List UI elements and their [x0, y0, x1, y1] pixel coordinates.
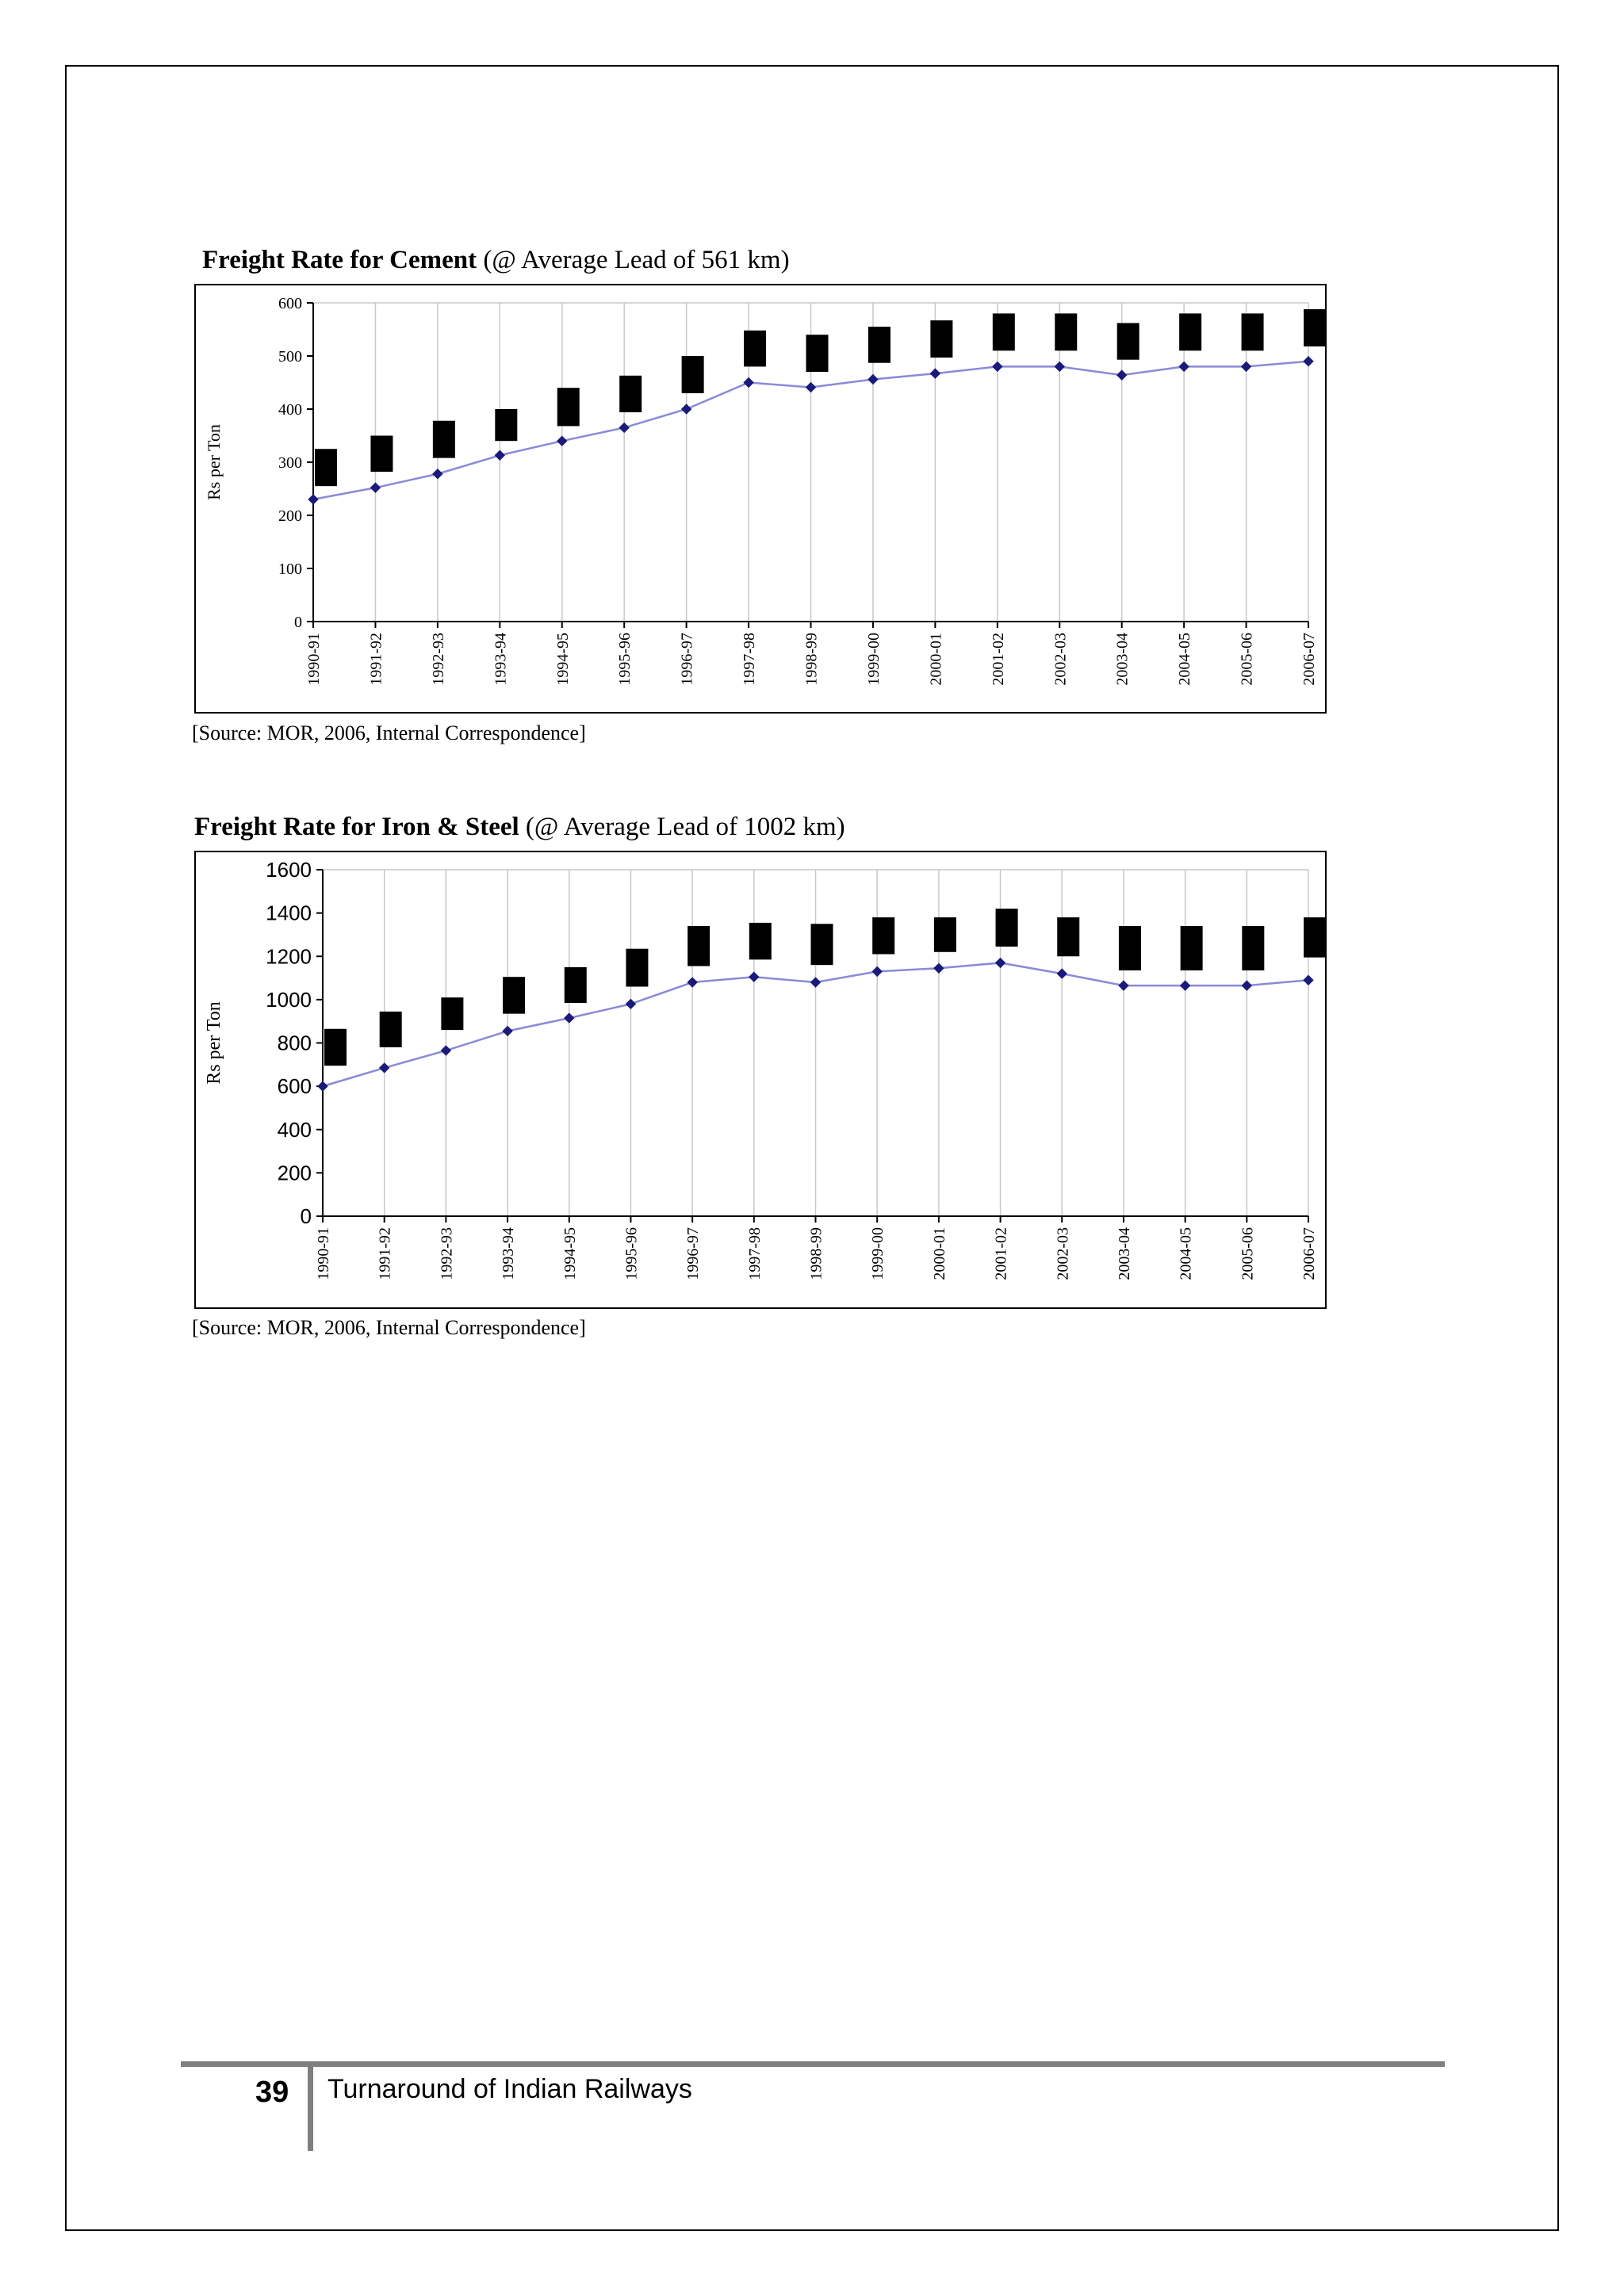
cement-data-point — [868, 374, 878, 384]
cement-y-tick-label: 600 — [278, 295, 302, 312]
cement-data-point — [806, 383, 816, 392]
iron-steel-x-tick-label: 1993-94 — [500, 1227, 518, 1280]
iron-steel-data-point — [1119, 981, 1128, 990]
iron-steel-annotation-box — [811, 924, 833, 965]
cement-annotation-box — [682, 356, 704, 393]
cement-x-tick-label: 1994-95 — [553, 633, 572, 686]
cement-data-point — [1117, 370, 1127, 380]
iron-steel-y-tick-label: 600 — [277, 1074, 312, 1099]
cement-annotation-box — [315, 449, 337, 486]
iron-steel-data-point — [749, 972, 759, 982]
cement-data-point — [1179, 362, 1189, 371]
iron-steel-annotation-box — [324, 1029, 347, 1066]
iron-steel-x-tick-label: 1998-99 — [807, 1227, 825, 1280]
cement-chart-frame — [194, 284, 1327, 714]
iron-steel-x-tick-label: 1991-92 — [376, 1227, 394, 1280]
cement-chart — [196, 285, 1325, 712]
footer-title: Turnaround of Indian Railways — [327, 2074, 692, 2104]
cement-annotation-box — [619, 376, 642, 412]
iron-steel-annotation-box — [934, 917, 956, 952]
iron-steel-data-point — [1304, 975, 1313, 985]
cement-data-point — [993, 362, 1002, 371]
iron-steel-y-tick-label: 800 — [277, 1031, 312, 1055]
iron-steel-x-tick-label: 1995-96 — [622, 1227, 641, 1280]
iron-steel-data-point — [626, 999, 635, 1008]
iron-steel-annotation-box — [1242, 926, 1264, 970]
iron-steel-x-tick-label: 1999-00 — [869, 1227, 887, 1280]
cement-x-tick-label: 1992-93 — [429, 633, 447, 686]
cement-annotation-box — [433, 421, 455, 458]
iron-steel-chart-title — [194, 813, 845, 842]
cement-data-point — [370, 483, 380, 492]
iron-steel-annotation-box — [380, 1012, 402, 1047]
iron-steel-y-tick-label: 1600 — [266, 858, 312, 882]
iron-steel-data-point — [1057, 969, 1067, 978]
iron-steel-annotation-box — [626, 949, 648, 987]
cement-x-tick-label: 1997-98 — [741, 633, 759, 686]
cement-annotation-box — [1179, 313, 1201, 350]
cement-annotation-box — [1055, 313, 1077, 350]
iron-steel-annotation-box — [503, 977, 525, 1013]
cement-title-bold: Freight Rate for Cement — [202, 246, 477, 274]
footer-rule — [181, 2061, 1445, 2067]
cement-data-point — [744, 378, 753, 388]
iron-steel-annotation-box — [688, 926, 710, 966]
iron-steel-y-tick-label: 1200 — [266, 944, 312, 969]
iron-steel-data-point — [872, 966, 882, 976]
cement-annotation-box — [806, 335, 829, 372]
iron-steel-x-tick-label: 2002-03 — [1054, 1227, 1072, 1280]
cement-annotation-box — [1242, 313, 1264, 350]
cement-annotation-box — [993, 313, 1015, 350]
iron-steel-x-tick-label: 2001-02 — [992, 1227, 1010, 1280]
cement-x-tick-label: 1990-91 — [305, 633, 323, 686]
iron-steel-data-point — [565, 1013, 574, 1023]
iron-steel-data-point — [934, 963, 944, 973]
iron-steel-title-rest: (@ Average Lead of 1002 km) — [519, 813, 845, 841]
iron-steel-annotation-box — [1057, 917, 1079, 956]
cement-data-point — [1242, 362, 1251, 371]
cement-annotation-box — [557, 388, 580, 426]
iron-steel-data-point — [811, 978, 821, 987]
cement-data-point — [1304, 357, 1313, 366]
cement-x-tick-label: 2004-05 — [1176, 633, 1194, 686]
cement-annotation-box — [868, 327, 891, 363]
iron-steel-y-tick-label: 0 — [300, 1204, 312, 1229]
cement-x-tick-label: 1993-94 — [492, 633, 510, 686]
cement-x-tick-label: 1991-92 — [367, 633, 385, 686]
cement-y-tick-label: 100 — [278, 561, 302, 578]
cement-x-tick-label: 2000-01 — [927, 633, 945, 686]
iron-steel-annotation-box — [1304, 917, 1325, 958]
iron-steel-y-tick-label: 200 — [277, 1161, 312, 1185]
iron-steel-data-point — [503, 1026, 512, 1035]
cement-data-point — [495, 450, 504, 460]
iron-steel-x-tick-label: 1996-97 — [684, 1227, 703, 1280]
cement-y-tick-label: 400 — [278, 401, 302, 419]
iron-steel-annotation-box — [565, 967, 587, 1003]
cement-data-point — [433, 469, 442, 479]
cement-x-tick-label: 2005-06 — [1238, 633, 1256, 686]
iron-steel-x-tick-label: 2006-07 — [1300, 1227, 1318, 1280]
iron-steel-y-axis-label: Rs per Ton — [204, 1001, 224, 1085]
cement-x-tick-label: 2003-04 — [1113, 633, 1132, 686]
iron-steel-x-tick-label: 1990-91 — [315, 1227, 332, 1280]
iron-steel-data-point — [688, 978, 697, 987]
cement-annotation-box — [930, 320, 952, 358]
cement-x-tick-label: 1996-97 — [678, 633, 696, 686]
cement-source: [Source: MOR, 2006, Internal Correspondence] — [192, 721, 586, 744]
cement-annotation-box — [370, 436, 393, 473]
iron-steel-annotation-box — [996, 909, 1018, 947]
iron-steel-annotation-box — [872, 917, 894, 954]
iron-steel-annotation-box — [1119, 926, 1141, 970]
iron-steel-source: [Source: MOR, 2006, Internal Correspondence] — [192, 1316, 586, 1339]
cement-data-point — [619, 423, 629, 432]
cement-data-point — [1055, 362, 1064, 371]
iron-steel-x-tick-label: 1992-93 — [438, 1227, 456, 1280]
iron-steel-data-point — [1242, 981, 1251, 990]
iron-steel-annotation-box — [1181, 926, 1203, 970]
cement-y-tick-label: 200 — [278, 507, 302, 525]
iron-steel-y-tick-label: 1400 — [266, 901, 312, 925]
iron-steel-chart — [196, 852, 1325, 1307]
iron-steel-annotation-box — [441, 997, 463, 1030]
cement-data-point — [308, 495, 318, 504]
iron-steel-x-tick-label: 1994-95 — [561, 1227, 579, 1280]
iron-steel-y-tick-label: 1000 — [266, 987, 312, 1012]
iron-steel-annotation-box — [749, 923, 772, 959]
cement-chart-title — [202, 246, 790, 275]
iron-steel-x-tick-label: 2005-06 — [1239, 1227, 1257, 1280]
cement-y-tick-label: 500 — [278, 348, 302, 365]
iron-steel-x-tick-label: 1997-98 — [745, 1227, 764, 1280]
iron-steel-data-point — [441, 1046, 450, 1055]
cement-annotation-box — [1304, 309, 1325, 346]
cement-title-rest: (@ Average Lead of 561 km) — [477, 246, 790, 274]
cement-data-point — [682, 404, 691, 414]
cement-data-point — [557, 436, 567, 446]
cement-y-axis-label: Rs per Ton — [204, 424, 224, 500]
cement-x-tick-label: 1998-99 — [802, 633, 821, 686]
iron-steel-x-tick-label: 2000-01 — [930, 1227, 948, 1280]
iron-steel-x-tick-label: 2003-04 — [1115, 1227, 1133, 1280]
cement-annotation-box — [744, 331, 766, 367]
cement-x-tick-label: 2002-03 — [1051, 633, 1070, 686]
iron-steel-data-point — [318, 1081, 327, 1091]
cement-y-tick-label: 300 — [278, 454, 302, 472]
cement-annotation-box — [495, 409, 517, 441]
iron-steel-title-bold: Freight Rate for Iron & Steel — [194, 813, 519, 841]
cement-annotation-box — [1117, 323, 1139, 359]
iron-steel-data-point — [1181, 981, 1190, 990]
cement-x-tick-label: 2001-02 — [989, 633, 1007, 686]
iron-steel-data-point — [380, 1063, 389, 1073]
iron-steel-x-tick-label: 2004-05 — [1177, 1227, 1195, 1280]
cement-y-tick-label: 0 — [294, 614, 302, 631]
cement-x-tick-label: 2006-07 — [1300, 633, 1318, 686]
page-number: 39 — [255, 2076, 289, 2109]
footer-divider — [308, 2067, 313, 2151]
iron-steel-y-tick-label: 400 — [277, 1117, 312, 1142]
cement-x-tick-label: 1999-00 — [864, 633, 883, 686]
cement-data-point — [930, 369, 940, 378]
iron-steel-data-point — [996, 958, 1005, 967]
iron-steel-chart-frame — [194, 851, 1327, 1309]
cement-x-tick-label: 1995-96 — [616, 633, 634, 686]
